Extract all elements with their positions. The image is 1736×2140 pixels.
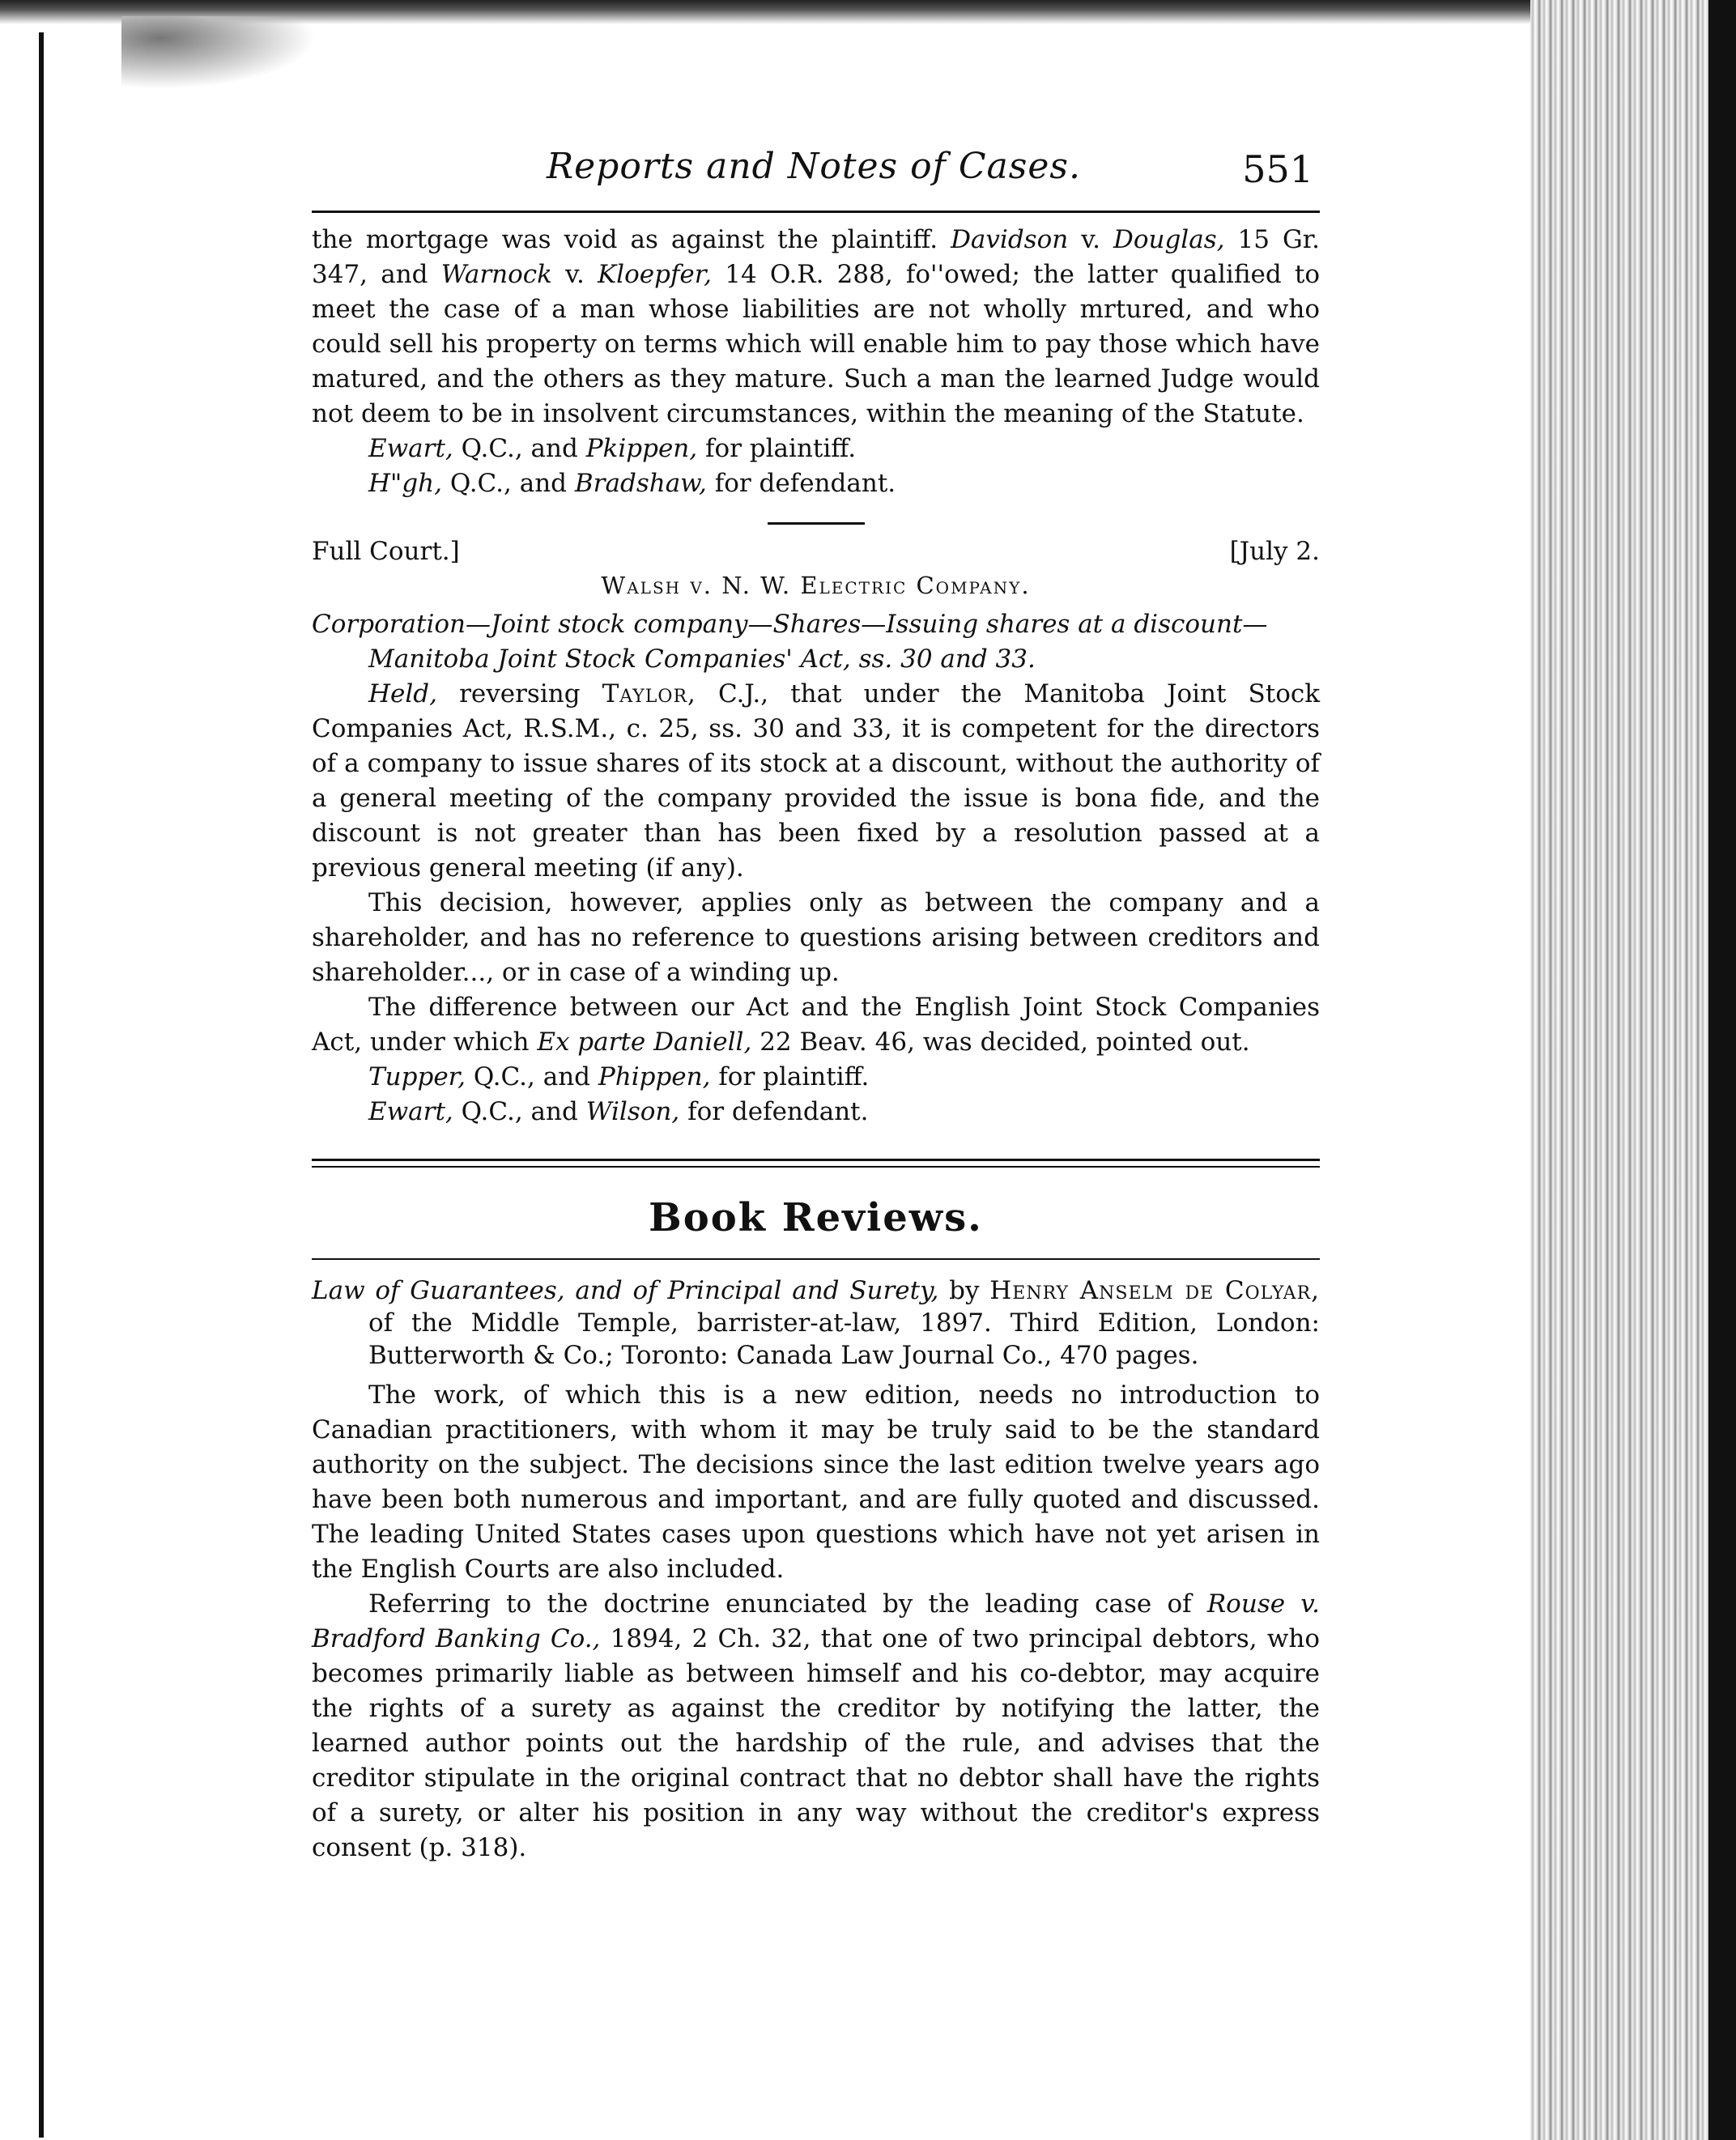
text-span: Q.C., and (449, 469, 568, 498)
running-title: Reports and Notes of Cases. (547, 146, 1081, 187)
case-name: Rouse v. Bradford Banking Co., (312, 1589, 1320, 1653)
held-label: Held, (368, 679, 437, 708)
counsel-name: H"gh, (368, 469, 442, 498)
text-span: Q.C., and (461, 434, 578, 463)
scan-corner-smudge (121, 16, 316, 89)
book-title: Law of Guarantees, and of Principal and Surety, (312, 1276, 939, 1305)
case-name: Kloepfer, (598, 260, 713, 289)
counsel-name: Wilson, (585, 1097, 680, 1126)
section-title: Book Reviews. (649, 1195, 983, 1240)
book-citation (312, 1274, 1320, 1372)
text-span: C.J., that under the Manitoba Joint Stock Companies Act, R.S.M., c. 25, ss. 30 and 33, it is competent for the directors of a company to issue shares of its stock at a discount, without the authority of a general meeting of the company provided the issue is bona fide, and the discount is not greater than has been fixed by a resolution passed at a previous general meeting (if any). (312, 679, 1321, 883)
page-content (312, 146, 1320, 1866)
case-name: Warnock (440, 260, 552, 289)
court-line (312, 534, 1320, 568)
scan-left-edge (39, 32, 44, 2138)
book-author: Henry Anselm de Colyar, (989, 1276, 1320, 1305)
case-divider (768, 522, 865, 525)
case-headnote: Corporation—Joint stock company—Shares—Issuing shares at a discount—Manitoba Joint Stock Companies' Act, ss. 30 and 33. (312, 610, 1268, 674)
text-span: for plaintiff. (704, 434, 857, 463)
case-name: Douglas, (1113, 225, 1225, 254)
scan-right-border (1708, 0, 1736, 2140)
page-number: 551 (1242, 147, 1313, 191)
text-span: 15 Gr. 347, and (312, 225, 1320, 289)
counsel-name: Bradshaw, (574, 469, 707, 498)
counsel-name: Ewart, (368, 1097, 453, 1126)
decision-paragraph: This decision, however, applies only as between the company and a shareholder, and has no reference to questions arising between creditors and shareholder..., or in case of a winding up. (312, 888, 1320, 987)
case-date: [July 2. (1229, 537, 1320, 566)
section-rule (312, 1258, 1320, 1260)
counsel-defendant (312, 466, 1320, 501)
difference-paragraph (312, 990, 1320, 1060)
text-span: Q.C., and (461, 1097, 578, 1126)
text-span: the mortgage was void as against the plaintiff. (312, 225, 938, 254)
case-title: Walsh v. N. W. Electric Company. (601, 572, 1031, 599)
book-review (312, 1274, 1320, 1866)
case-continuation (312, 223, 1320, 501)
judge-name: Taylor, (602, 679, 696, 708)
text-span: reversing (459, 679, 581, 708)
counsel-name: Phippen, (598, 1062, 711, 1091)
case-name: Ex parte Daniell, (537, 1027, 752, 1057)
text-span: for defendant. (687, 1097, 869, 1126)
counsel-plaintiff (312, 432, 1320, 466)
text-span: 1894, 2 Ch. 32, that one of two principal debtors, who becomes primarily liable as between himself and his co-debtor, may acquire the rights of a surety as against the creditor by notifying the latter, the learned author points out the hardship of the rule, and advises that the creditor stipulate in the original contract that no debtor shall have the rights of a surety, or alter his position in any way without the creditor's express consent (p. 318). (312, 1624, 1320, 1862)
text-span: Q.C., and (473, 1062, 591, 1091)
review-paragraph: The work, of which this is a new edition, needs no introduction to Canadian practitioners, with whom it may be truly said to be the standard authority on the subject. The decisions since the last edition twelve years ago have been both numerous and important, and are fully quoted and discussed. The leading United States cases upon questions which have not yet arisen in the English Courts are also included. (312, 1381, 1320, 1584)
counsel-name: Tupper, (368, 1062, 466, 1091)
text-span: v. (1081, 225, 1100, 254)
held-paragraph (312, 677, 1320, 886)
case-name: Davidson (951, 225, 1069, 254)
text-span: for defendant. (714, 469, 896, 498)
book-details: of the Middle Temple, barrister-at-law, 1897. Third Edition, London: Butterworth & Co.; Toronto: Canada Law Journal Co., 470 pages. (368, 1308, 1320, 1370)
case-continuation-paragraph (312, 223, 1320, 432)
text-span: Referring to the doctrine enunciated by the leading case of (368, 1589, 1192, 1619)
text-span: 14 O.R. 288, fo''owed; the latter qualified to meet the case of a man whose liabilities are not wholly mrtured, and who could sell his property on terms which will enable him to pay those which have matured, and the others as they mature. Such a man the learned Judge would not deem to be in insolvent circumstances, within the meaning of the Statute. (312, 260, 1320, 428)
review-paragraph (312, 1587, 1320, 1866)
text-span: by (949, 1276, 980, 1305)
counsel-plaintiff (312, 1060, 1320, 1095)
counsel-defendant (312, 1095, 1320, 1130)
scan-page-stack-edge (1530, 0, 1736, 2140)
court-label: Full Court.] (312, 537, 460, 566)
counsel-name: Ewart, (368, 434, 453, 463)
running-head (312, 146, 1320, 207)
text-span: for plaintiff. (718, 1062, 870, 1091)
text-span: The difference between our Act and the English Joint Stock Companies Act, under which (312, 993, 1320, 1057)
counsel-name: Pkippen, (585, 434, 698, 463)
case-walsh (312, 534, 1320, 1130)
text-span: 22 Beav. 46, was decided, pointed out. (760, 1027, 1250, 1057)
header-rule (312, 211, 1320, 213)
text-span: v. (565, 260, 585, 289)
section-double-rule (312, 1159, 1320, 1168)
